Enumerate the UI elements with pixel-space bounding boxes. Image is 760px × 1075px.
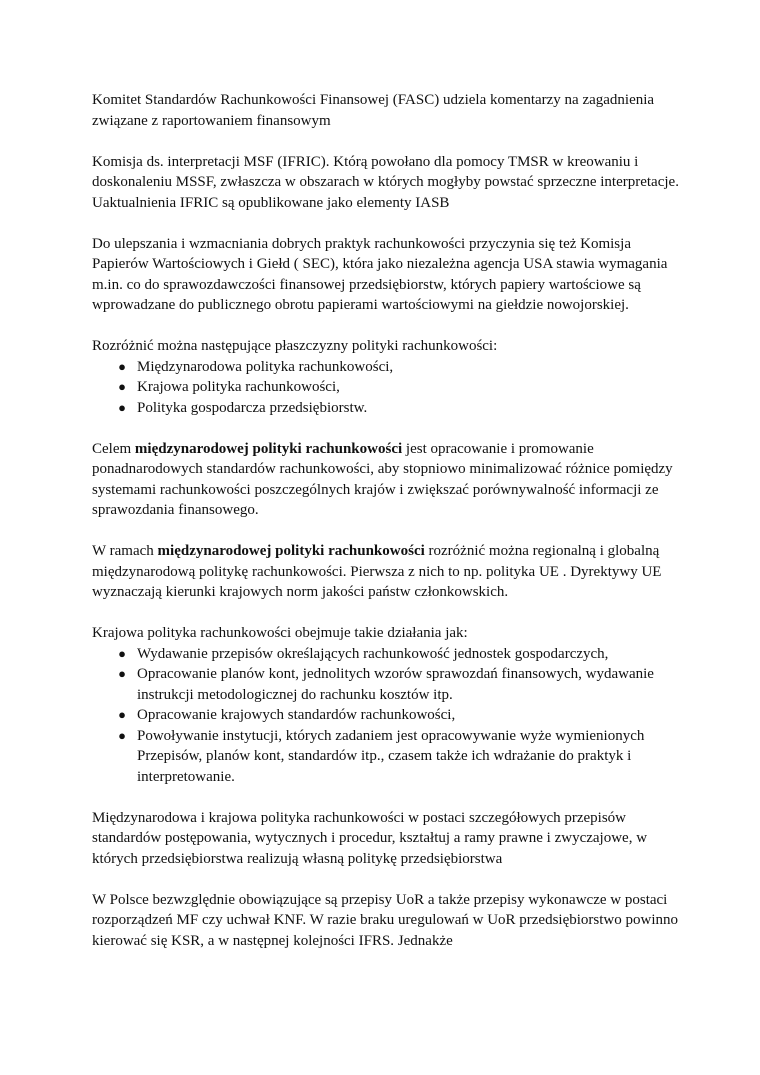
paragraph-fasc: Komitet Standardów Rachunkowości Finansowej (FASC) udziela komentarzy na zagadnienia związane z raportowaniem finansowym bbox=[92, 92, 655, 129]
text-run: Celem bbox=[92, 440, 135, 457]
list-item-text: Międzynarodowa polityka rachunkowości, bbox=[137, 358, 394, 375]
list-item-text: Opracowanie krajowych standardów rachunkowości, bbox=[137, 707, 456, 723]
text-run: W ramach bbox=[92, 543, 158, 559]
paragraph-levels-intro: Rozróżnić można następujące płaszczyzny polityki rachunkowości: bbox=[92, 338, 498, 354]
list-item bbox=[92, 705, 682, 726]
bullet-icon: ● bbox=[118, 645, 126, 661]
list-item bbox=[92, 644, 682, 665]
list-item-text: Opracowanie planów kont, jednolitych wzorów sprawozdań finansowych, wydawanie instrukcji metodologicznej do rachunku kosztów itp. bbox=[137, 666, 654, 703]
text-run: jest opracowanie i promowanie ponadnarodowych standardów rachunkowości, aby stopniowo minimalizować różnice pomiędzy systemami rachunkowości poszczególnych krajów i zwiększać porównywalność informacji ze sprawozdania finansowego. bbox=[92, 440, 673, 518]
paragraph-ifric: Komisja ds. interpretacji MSF (IFRIC). Którą powołano dla pomocy TMSR w kreowaniu i doskonaleniu MSSF, zwłaszcza w obszarach w których mogłyby powstać sprzeczne interpretacje. Uaktualnienia IFRIC są opublikowane jako elementy IASB bbox=[92, 153, 679, 211]
list-item-text: Polityka gospodarcza przedsiębiorstw. bbox=[137, 399, 368, 416]
bold-term: międzynarodowej polityki rachunkowości bbox=[134, 440, 403, 457]
document-body bbox=[92, 90, 682, 972]
paragraph-sec: Do ulepszania i wzmacniania dobrych praktyk rachunkowości przyczynia się też Komisja Papierów Wartościowych i Giełd ( SEC), która jako niezależna agencja USA stawia wymagania m.in. co do sprawozdawczości finansowej przedsiębiorstw, których papiery wartościowe są wprowadzane do publicznego obrotu papierami wartościowymi na giełdzie nowojorskiej. bbox=[92, 235, 668, 313]
list-item bbox=[92, 726, 682, 788]
bold-term: międzynarodowej polityki rachunkowości bbox=[157, 543, 425, 559]
paragraph-international-goal bbox=[92, 439, 682, 521]
list-item bbox=[92, 664, 682, 705]
list-item-text: Powoływanie instytucji, których zadaniem jest opracowywanie wyże wymienionych Przepisów, planów kont, standardów itp., czasem także ich wdrażanie do praktyk i interpretowanie. bbox=[137, 727, 645, 785]
paragraph-international-scope bbox=[92, 541, 682, 603]
bullet-icon: ● bbox=[118, 727, 126, 743]
national-activities-list bbox=[92, 644, 682, 788]
paragraph-poland-regulations: W Polsce bezwzględnie obowiązujące są przepisy UoR a także przepisy wykonawcze w postaci rozporządzeń MF czy uchwał KNF. W razie braku uregulowań w UoR przedsiębiorstwo powinno kierować się KSR, a w następnej kolejności IFRS. Jednakże bbox=[92, 891, 679, 949]
list-item-text: Wydawanie przepisów określających rachunkowość jednostek gospodarczych, bbox=[137, 645, 609, 662]
bullet-icon: ● bbox=[118, 379, 126, 394]
paragraph-national-intro: Krajowa polityka rachunkowości obejmuje takie działania jak: bbox=[92, 625, 468, 641]
bullet-icon: ● bbox=[118, 666, 126, 681]
list-item bbox=[92, 357, 682, 378]
bullet-icon: ● bbox=[118, 358, 126, 374]
paragraph-policy-framework: Międzynarodowa i krajowa polityka rachunkowości w postaci szczegółowych przepisów standardów postępowania, wytycznych i procedur, kształtuj a ramy prawne i zwyczajowe, w których przedsiębiorstwa realizują własną politykę przedsiębiorstwa bbox=[92, 809, 648, 867]
list-item-text: Krajowa polityka rachunkowości, bbox=[137, 379, 340, 395]
bullet-icon: ● bbox=[118, 399, 126, 415]
list-item bbox=[92, 377, 682, 398]
levels-list bbox=[92, 357, 682, 419]
bullet-icon: ● bbox=[118, 707, 126, 722]
text-run: rozróżnić można regionalną i globalną międzynarodową politykę rachunkowości. Pierwsza z nich to np. polityka UE . Dyrektywy UE wyznaczają kierunki krajowych norm jakości państw członkowskich. bbox=[92, 543, 662, 600]
list-item bbox=[92, 398, 682, 419]
